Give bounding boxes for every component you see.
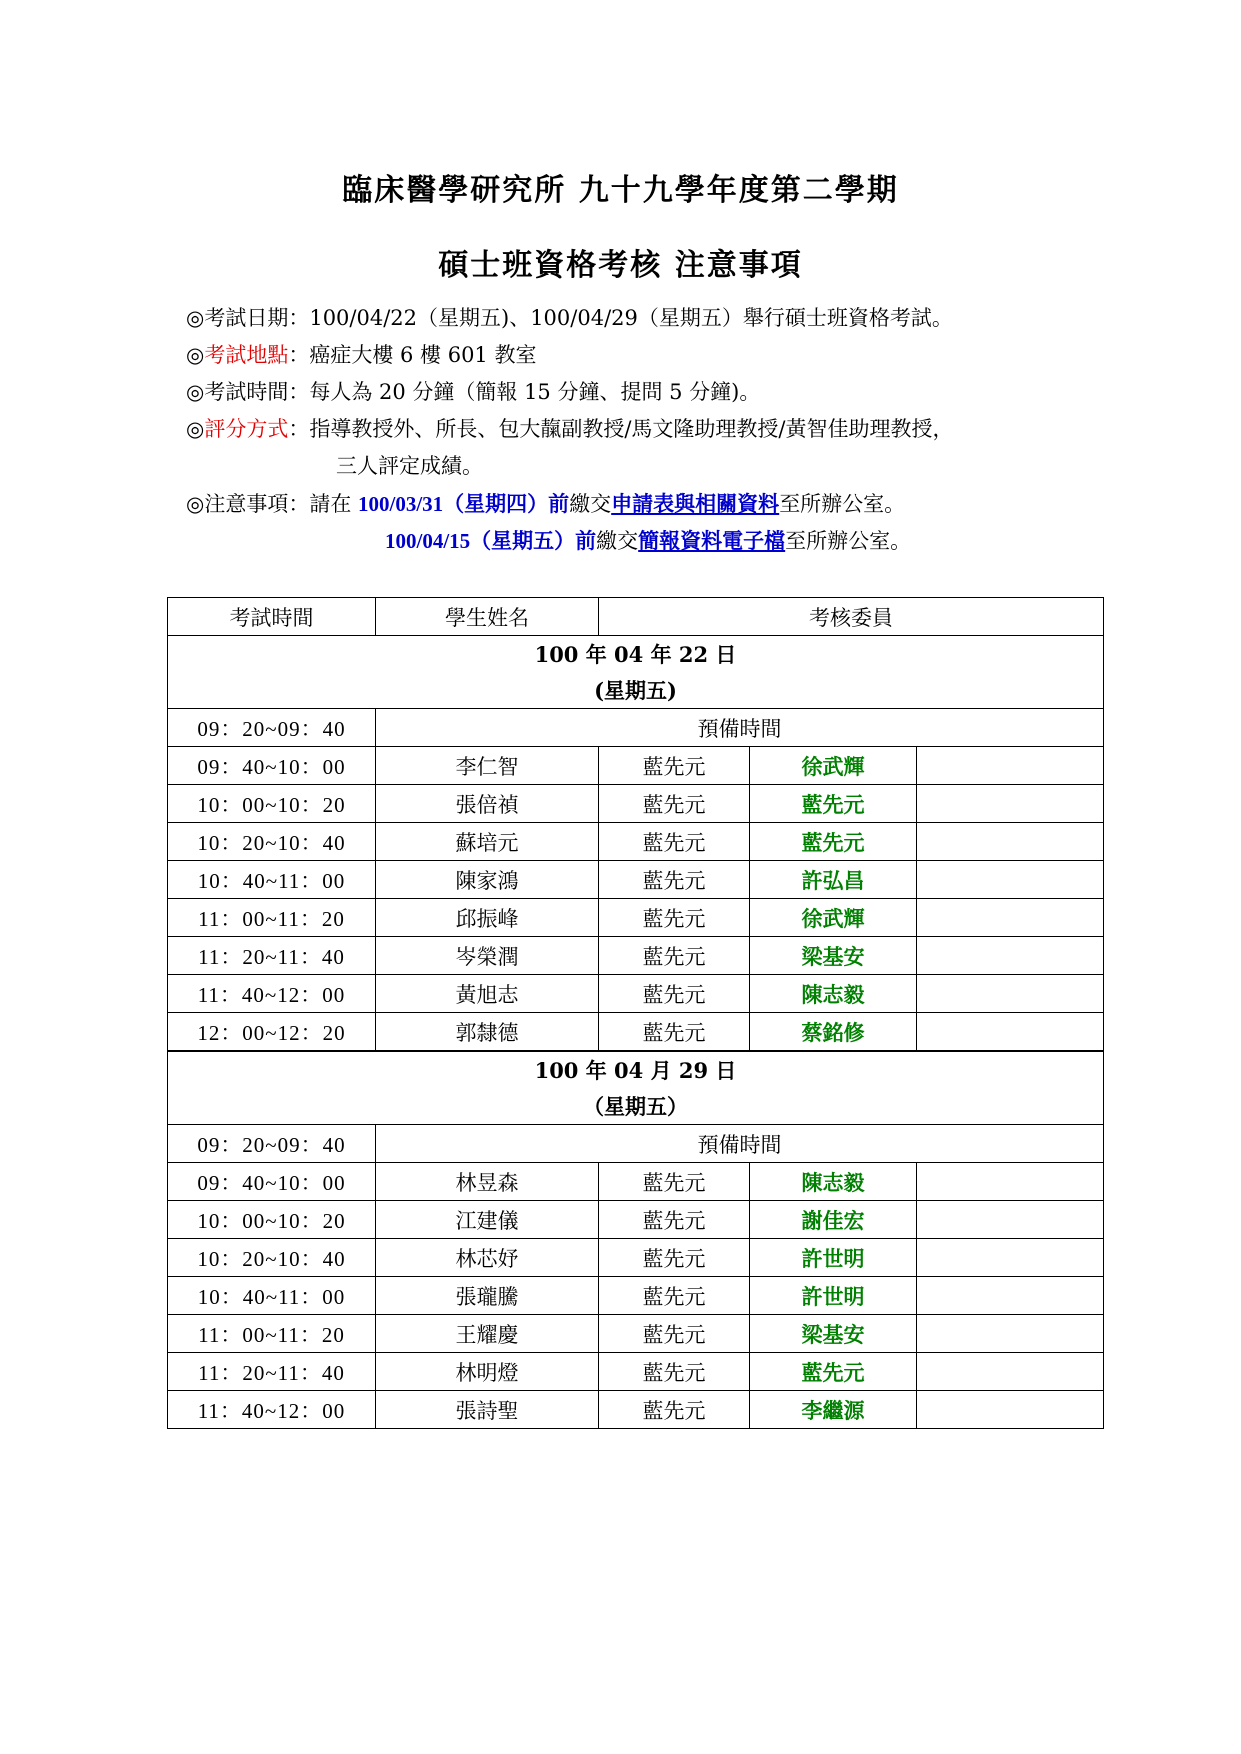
note-reminder-continued [186,522,1106,559]
committee-member: 藍先元 [599,785,750,823]
required-item: 簡報資料電子檔 [638,528,786,553]
exam-weekday: (星期五) [168,672,1104,709]
committee-member: 藍先元 [599,1277,750,1315]
document-subtitle: 碩士班資格考核 注意事項 [438,248,803,283]
table-row [168,1201,1104,1239]
date-row [168,1051,1104,1088]
student-name: 蘇培元 [376,823,599,861]
exam-schedule-table [167,597,1104,1429]
time-slot: 10：20~10：40 [168,823,376,861]
student-name: 張詩聖 [376,1391,599,1429]
committee-member-empty [917,1315,1104,1353]
committee-member-advisor: 陳志毅 [750,1163,917,1201]
table-row [168,785,1104,823]
note-scoring [186,411,1106,448]
committee-member: 藍先元 [599,1201,750,1239]
committee-member-empty [917,785,1104,823]
document-title: 臨床醫學研究所 九十九學年度第二學期 [342,173,899,208]
note-exam-date [186,300,1106,337]
table-row [168,1353,1104,1391]
committee-member-empty [917,1201,1104,1239]
note-label: 考試日期 [204,306,289,330]
student-name: 江建儀 [376,1201,599,1239]
note-bullet: ◎ [186,343,205,367]
time-slot: 10：40~11：00 [168,861,376,899]
table-row [168,823,1104,861]
committee-member-advisor: 李繼源 [750,1391,917,1429]
committee-member-empty [917,1353,1104,1391]
table-row [168,1391,1104,1429]
committee-member-advisor: 陳志毅 [750,975,917,1013]
committee-member-advisor: 謝佳宏 [750,1201,917,1239]
time-slot: 10：40~11：00 [168,1277,376,1315]
table-row [168,899,1104,937]
student-name: 林芯妤 [376,1239,599,1277]
time-slot: 12：00~12：20 [168,1013,376,1052]
student-name: 林明燈 [376,1353,599,1391]
table-row [168,937,1104,975]
note-text: ：請在 [288,492,359,516]
committee-member-advisor: 梁基安 [750,937,917,975]
prep-row [168,709,1104,747]
table-row [168,1239,1104,1277]
committee-member-empty [917,861,1104,899]
committee-member-empty [917,1391,1104,1429]
note-bullet: ◎ [186,492,205,516]
note-text: 至所辦公室。 [779,492,906,516]
committee-member-empty [917,747,1104,785]
table-row [168,747,1104,785]
note-reminder [186,485,1106,522]
committee-member-advisor: 藍先元 [750,785,917,823]
committee-member: 藍先元 [599,1315,750,1353]
header-row [168,598,1104,636]
committee-member: 藍先元 [599,975,750,1013]
committee-member: 藍先元 [599,899,750,937]
committee-member: 藍先元 [599,823,750,861]
committee-member-advisor: 梁基安 [750,1315,917,1353]
time-slot: 11：20~11：40 [168,937,376,975]
time-slot: 09：40~10：00 [168,1163,376,1201]
committee-member: 藍先元 [599,861,750,899]
student-name: 岑榮潤 [376,937,599,975]
committee-member: 藍先元 [599,937,750,975]
student-name: 邱振峰 [376,899,599,937]
committee-member-empty [917,899,1104,937]
note-text: ：每人為 20 分鐘（簡報 15 分鐘、提問 5 分鐘)。 [288,380,761,404]
student-name: 黃旭志 [376,975,599,1013]
student-name: 張倍禎 [376,785,599,823]
note-text: ：指導教授外、所長、包大靝副教授/馬文隆助理教授/黃智佳助理教授， [288,417,954,441]
time-slot: 10：20~10：40 [168,1239,376,1277]
time-slot: 09：20~09：40 [168,709,376,747]
table-row [168,1315,1104,1353]
weekday-row [168,672,1104,709]
note-exam-location [186,337,1106,374]
student-name: 張瓏騰 [376,1277,599,1315]
student-name: 王耀慶 [376,1315,599,1353]
committee-member-advisor: 許世明 [750,1277,917,1315]
committee-member: 藍先元 [599,1163,750,1201]
committee-member-empty [917,975,1104,1013]
table-row [168,1163,1104,1201]
time-slot: 11：40~12：00 [168,975,376,1013]
weekday-row [168,1088,1104,1125]
student-name: 林昱森 [376,1163,599,1201]
note-label: 考試時間 [204,380,289,404]
time-slot: 09：40~10：00 [168,747,376,785]
note-text: 至所辦公室。 [785,529,912,553]
committee-member-empty [917,1239,1104,1277]
note-label: 評分方式 [204,417,289,441]
exam-weekday: （星期五） [168,1088,1104,1125]
note-label: 考試地點 [204,343,289,367]
note-text: ：100/04/22（星期五)、100/04/29（星期五）舉行碩士班資格考試。 [288,306,953,330]
deadline-date: 100/04/15（星期五）前 [385,529,597,553]
table-row [168,1013,1104,1052]
notes-section [186,300,1106,559]
note-text: 繳交 [569,492,612,516]
committee-member-advisor: 徐武輝 [750,899,917,937]
committee-member: 藍先元 [599,1013,750,1052]
committee-member-empty [917,823,1104,861]
time-slot: 11：00~11：20 [168,1315,376,1353]
committee-member-advisor: 藍先元 [750,823,917,861]
committee-member: 藍先元 [599,1353,750,1391]
time-slot: 11：40~12：00 [168,1391,376,1429]
committee-member-empty [917,1013,1104,1052]
student-name: 李仁智 [376,747,599,785]
note-bullet: ◎ [186,306,205,330]
committee-member: 藍先元 [599,747,750,785]
prep-row [168,1125,1104,1163]
note-text: ：癌症大樓 6 樓 601 教室 [288,343,537,367]
note-exam-duration [186,374,1106,411]
header-cell: 考核委員 [599,598,1104,636]
header-cell: 考試時間 [168,598,376,636]
committee-member: 藍先元 [599,1239,750,1277]
exam-date: 100 年 04 年 22 日 [168,636,1104,673]
student-name: 陳家鴻 [376,861,599,899]
time-slot: 10：00~10：20 [168,785,376,823]
exam-date: 100 年 04 月 29 日 [168,1051,1104,1088]
time-slot: 09：20~09：40 [168,1125,376,1163]
committee-member-empty [917,937,1104,975]
note-text: 繳交 [596,529,639,553]
prep-label: 預備時間 [376,709,1104,747]
table-row [168,861,1104,899]
committee-member: 藍先元 [599,1391,750,1429]
prep-label: 預備時間 [376,1125,1104,1163]
time-slot: 11：20~11：40 [168,1353,376,1391]
note-label: 注意事項 [204,492,289,516]
note-bullet: ◎ [186,380,205,404]
committee-member-empty [917,1163,1104,1201]
time-slot: 10：00~10：20 [168,1201,376,1239]
header-cell: 學生姓名 [376,598,599,636]
deadline-date: 100/03/31（星期四）前 [358,492,570,516]
required-item: 申請表與相關資料 [611,491,780,516]
committee-member-advisor: 許世明 [750,1239,917,1277]
date-row [168,636,1104,673]
committee-member-advisor: 蔡銘修 [750,1013,917,1052]
note-scoring-continued: 三人評定成績。 [336,454,483,478]
student-name: 郭隸德 [376,1013,599,1052]
committee-member-advisor: 徐武輝 [750,747,917,785]
committee-member-empty [917,1277,1104,1315]
table-row [168,1277,1104,1315]
note-bullet: ◎ [186,417,205,441]
time-slot: 11：00~11：20 [168,899,376,937]
table-row [168,975,1104,1013]
committee-member-advisor: 許弘昌 [750,861,917,899]
committee-member-advisor: 藍先元 [750,1353,917,1391]
